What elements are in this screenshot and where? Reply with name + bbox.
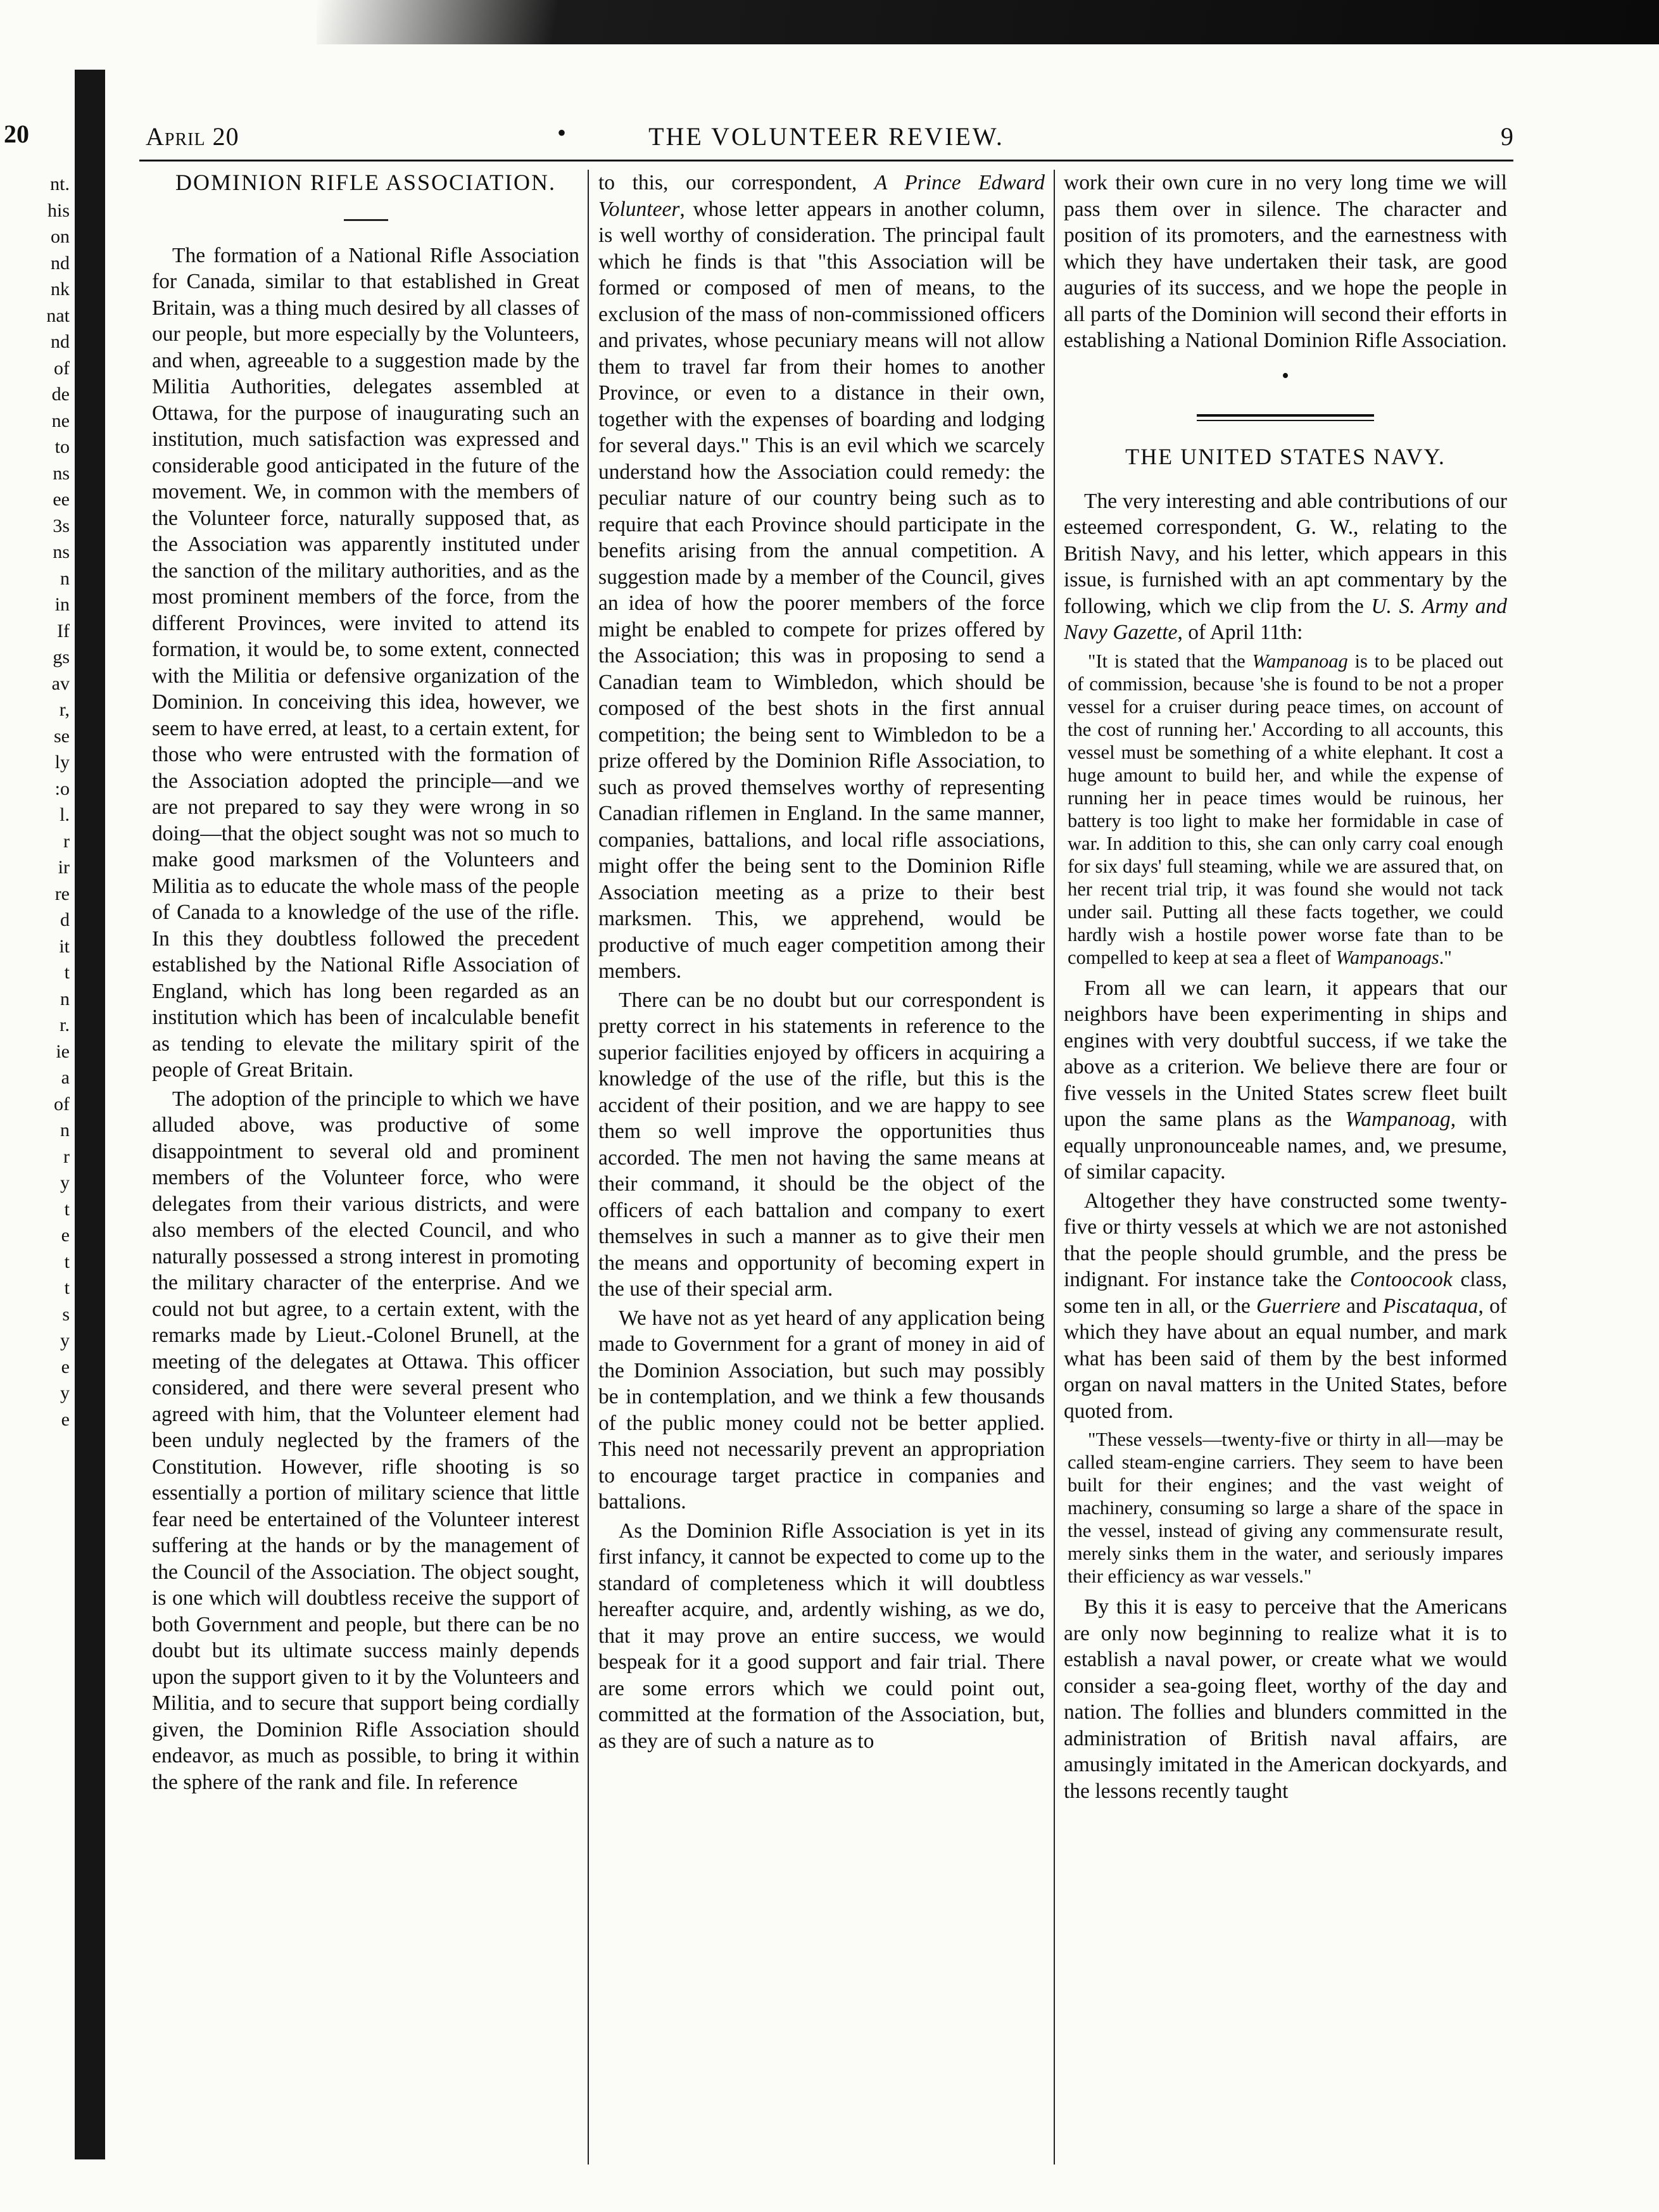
page-number: 9: [1501, 122, 1513, 151]
text-run: , whose letter appears in another column, is well worthy of consideration. The principal fault which he finds is that "this Association will be formed or composed of men of means, to the exclusion of the mass of non-commissioned officers and privates, whose pecuniary means will not allow them to travel far from their homes to another Province, or even to a distance in their own, together with the expenses of boarding and lodging for several days." This is an evil which we scarcely understand how the Association could remedy: the peculiar nature of our country being such as to require that each Province should participate in the benefits arising from the annual competition. A suggestion made by a member of the Council, gives an idea of how the poorer members of the force might be enabled to compete for prizes offered by the Association; this was in proposing to send a Canadian team to Wimbledon, which should be composed of the best shots in the first annual competition; the being sent to Wimbledon to be a prize offered by the Dominion Rifle Association, to such as proved themselves worthy of representing Canadian riflemen in England. In the same manner, companies, battalions, and local rifle associations, might offer the being sent to the Dominion Rifle Association meeting as a prize to their best marksmen. This, we apprehend, would be productive of much eager competition among their members.: [598, 197, 1045, 983]
end-mark: •: [1282, 363, 1289, 388]
navy-paragraph-3: [1064, 1188, 1507, 1425]
margin-fragment: de: [51, 384, 70, 405]
margin-fragment: of: [54, 357, 70, 379]
text-run: class, some ten in all, or the: [1064, 1268, 1507, 1318]
margin-fragment: his: [47, 199, 70, 221]
margin-fragment: to: [54, 436, 70, 457]
margin-fragment: d: [60, 909, 70, 930]
navy-quote-2: "These vessels—twenty-five or thirty in all—may be called steam-engine carriers. They seem to have been built for their engines; and the vast weight of machinery, consuming so large a share of the space in the vessel, instead of giving any commensurate result, merely sinks them in the water, and seriously impares their efficiency as war vessels.": [1068, 1429, 1503, 1587]
margin-fragment: gs: [53, 647, 70, 667]
ship-name: Guerriere: [1256, 1294, 1340, 1318]
correspondent-name: A Prince Edward Volunteer: [598, 171, 1045, 221]
navy-paragraph-1: [1064, 488, 1507, 646]
margin-fragment: ne: [51, 410, 70, 431]
margin-fragment: av: [51, 673, 70, 694]
margin-fragment: nt.: [50, 174, 70, 194]
margin-fragment: n: [60, 988, 70, 1009]
margin-fragment: y: [60, 1172, 70, 1193]
text-run: , with equally unpronounceable names, and, we presume, of similar capacity.: [1064, 1108, 1507, 1184]
ship-name: Wampanoag: [1345, 1108, 1451, 1131]
margin-fragment: ie: [56, 1040, 70, 1062]
margin-fragment: e: [61, 1225, 70, 1246]
margin-fragment: l.: [60, 804, 70, 825]
margin-fragment: s: [62, 1303, 70, 1325]
adjacent-page-number: 20: [4, 120, 29, 148]
rifle-paragraph-7: work their own cure in no very long time we will pass them over in silence. The character and position of its promoters, and the earnestness with which they have undertaken their task, are good auguries of its success, and we hope the people in all parts of the Dominion will second their efforts in establishing a National Dominion Rifle Association.: [1064, 171, 1507, 352]
margin-fragment: ns: [53, 462, 70, 484]
column-3: [1064, 170, 1507, 2165]
margin-fragment: r: [63, 830, 70, 852]
margin-fragment: r,: [59, 699, 70, 720]
margin-fragment: nd: [51, 252, 70, 274]
text-run: , of April 11th:: [1177, 621, 1303, 644]
margin-fragment: ns: [53, 541, 70, 562]
margin-fragment: n: [60, 567, 70, 589]
ship-name: Wampanoags: [1335, 946, 1439, 968]
margin-fragment: nd: [51, 331, 70, 352]
article-heading-rifle: DOMINION RIFLE ASSOCIATION.: [175, 170, 556, 195]
margin-fragment: t: [64, 1251, 70, 1272]
margin-fragment: 3s: [53, 515, 70, 536]
margin-fragment: re: [54, 883, 70, 904]
section-double-rule: [1197, 414, 1374, 421]
margin-fragment: nk: [51, 279, 70, 300]
text-run: and: [1340, 1294, 1383, 1318]
scan-shadow-bar: [317, 0, 1659, 44]
margin-fragment: r: [63, 1146, 70, 1167]
rifle-paragraph-6: As the Dominion Rifle Association is yet in its first infancy, it cannot be expected to come up to the standard of completeness which it will doubtless hereafter acquire, and, ardently wishing, as we do, that it may prove an entire success, we would bespeak for it a good support and fair trial. There are some errors which we could point out, committed at the formation of the Association, but, as they are of such a nature as to: [598, 1519, 1045, 1753]
rifle-paragraph-3: [598, 170, 1045, 985]
rifle-paragraph-1: The formation of a National Rifle Association for Canada, similar to that established in Great Britain, was a thing much desired by all classes of our people, but more especially by the Volunteers, and when, agreeable to a suggestion made by the Militia Authorities, delegates assembled at Ottawa, for the purpose of inaugurating such an institution, much satisfaction was expressed and considerable good anticipated in the future of the movement. We, in common with the members of the Volunteer force, naturally supposed that, as the Association was apparently instituted under the sanction of the military authorities, and as the most prominent members of the force, from the different Provinces, were invited to attend its formation, it would be, to some extent, connected with the Militia or defensive organization of the Dominion. In conceiving this idea, however, we seem to have erred, at least, to a certain extent, for those who were entrusted with the formation of the Association adopted the principle—and we are not prepared to say they were wrong in so doing—that the object sought was not so much to make good marksmen of the Volunteers and Militia as to educate the whole mass of the people of Canada to a knowledge of the use of the rifle. In this they doubtless followed the precedent established by the National Rifle Association of England, which has long been regarded as an institution which has been of incalculable benefit as tending to elevate the military spirit of the people of Great Britain.: [152, 243, 579, 1082]
margin-fragment: n: [60, 1120, 70, 1141]
navy-paragraph-2: [1064, 975, 1507, 1185]
text-run: .": [1439, 946, 1452, 968]
text-run: "It is stated that the: [1088, 650, 1252, 672]
navy-paragraph-4: By this it is easy to perceive that the Americans are only now beginning to realize what it is to establish a naval power, or create what we would consider a sea-going fleet, worthy of the day and nation. The follies and blunders committed in the administration of British naval affairs, are amusingly imitated in the American dockyards, and the lessons recently taught: [1064, 1595, 1507, 1803]
margin-fragment: nat: [46, 305, 70, 326]
article-heading-navy: THE UNITED STATES NAVY.: [1125, 444, 1446, 469]
issue-date: April 20: [146, 122, 239, 151]
margin-fragment: r.: [60, 1014, 70, 1035]
margin-fragment: e: [61, 1408, 70, 1430]
margin-fragment: ee: [53, 489, 70, 510]
header-bullet: •: [557, 118, 567, 147]
margin-fragment: se: [54, 725, 70, 747]
margin-fragment: t: [64, 1277, 70, 1298]
rifle-paragraph-4: There can be no doubt but our correspondent is pretty correct in his statements in reference to the superior facilities enjoyed by officers in acquiring a knowledge of the use of the rifle, but this is the accident of their position, and we are happy to see them so well improve the opportunities thus accorded. The men not having the same means at their command, it should be the object of the officers of each battalion and company to exert themselves in such a manner as to give their men the means and opportunity of becoming expert in the use of their special arm.: [598, 988, 1045, 1301]
binding-gutter: [75, 70, 105, 2159]
text-run: Altogether they have constructed some twenty-five or thirty vessels at which we are not astonished that the people should grumble, and the press be indignant. For instance take the: [1064, 1189, 1507, 1291]
margin-fragment: y: [60, 1330, 70, 1351]
publication-title: THE VOLUNTEER REVIEW.: [648, 122, 1004, 151]
column-rule-2: [1054, 170, 1055, 2165]
heading-rule: [344, 219, 388, 221]
margin-fragment: If: [57, 620, 70, 641]
navy-quote-1: [1068, 650, 1503, 969]
margin-fragment: a: [61, 1067, 70, 1088]
column-2: [598, 170, 1045, 2165]
source-name: U. S. Army and Navy Gazette: [1064, 594, 1507, 644]
margin-fragment: :o: [54, 778, 70, 799]
margin-fragment: of: [54, 1093, 70, 1115]
ship-name: Piscataqua: [1382, 1294, 1479, 1318]
text-run: From all we can learn, it appears that our neighbors have been experimenting in ships and engines with very doubtful success, if we take the above as a criterion. We believe there are four or five vessels in the United States screw fleet built upon the same plans as the: [1064, 976, 1507, 1131]
adjacent-page-fragments: [0, 171, 70, 1432]
margin-fragment: ly: [54, 752, 70, 773]
text-run: to this, our correspondent,: [598, 171, 874, 194]
rifle-paragraph-2: The adoption of the principle to which we have alluded above, was productive of some disappointment to several old and prominent members of the Volunteer force, who were delegates from their various districts, and were also members of the elected Council, and who naturally possessed a strong interest in promoting the military character of the enterprise. And we could not but agree, to a certain extent, with the remarks made by Lieut.-Colonel Brunell, at the meeting of the delegates at Ottawa. This officer considered, and there were several present who agreed with him, that the Volunteer element had been unduly neglected by the framers of the Constitution. However, rifle shooting is so essentially a portion of military science that little fear need be entertained of the Volunteer interest suffering at the hands or by the management of the Council of the Association. The object sought, is one which will doubtless receive the support of both Government and people, but there can be no doubt but its ultimate success mainly depends upon the support given to it by the Volunteers and Militia, and to secure that support being cordially given, the Dominion Rifle Association should endeavor, as much as possible, to bring it within the sphere of the rank and file. In reference: [152, 1087, 579, 1794]
margin-fragment: y: [60, 1382, 70, 1403]
text-run: The very interesting and able contributions of our esteemed correspondent, G. W., relating to the British Navy, and his letter, which appears in this issue, is furnished with an apt commentary by the following, which we clip from the: [1064, 489, 1507, 618]
margin-fragment: it: [59, 935, 70, 957]
margin-fragment: t: [64, 1198, 70, 1220]
ship-name: Wampanoag: [1252, 650, 1348, 672]
text-run: , of which they have about an equal number, and mark what has been said of them by the best informed organ on naval matters in the United States, before quoted from.: [1064, 1294, 1507, 1423]
text-run: is to be placed out of commission, because 'she is found to be not a proper vessel for a cruiser during peace times, on account of the cost of running her.' According to all accounts, this vessel must be something of a white elephant. It cost a huge amount to build her, and while the expense of running her in peace times would be ruinous, her battery is too light to make her formidable in case of war. In addition to this, she can only carry coal enough for six days' full steaming, while we are assured that, on her recent trial trip, it was found she would not tack under sail. Putting all these facts together, we could hardly wish a hostile power worse fate than to be compelled to keep at sea a fleet of: [1068, 650, 1503, 968]
page-header: [139, 118, 1513, 156]
margin-fragment: t: [64, 962, 70, 983]
ship-name: Contoocook: [1349, 1268, 1453, 1291]
column-1: [152, 170, 579, 2165]
margin-fragment: e: [61, 1356, 70, 1377]
header-rule: [139, 160, 1513, 161]
margin-fragment: on: [51, 226, 70, 247]
margin-fragment: in: [54, 594, 70, 615]
column-rule-1: [588, 170, 589, 2165]
rifle-paragraph-5: We have not as yet heard of any application being made to Government for a grant of money in aid of the Dominion Association, but such may possibly be in contemplation, and we think a few thousands of the public money could not be better applied. This need not necessarily prevent an appropriation to encourage target practice in companies and battalions.: [598, 1306, 1045, 1514]
margin-fragment: ir: [58, 857, 70, 878]
